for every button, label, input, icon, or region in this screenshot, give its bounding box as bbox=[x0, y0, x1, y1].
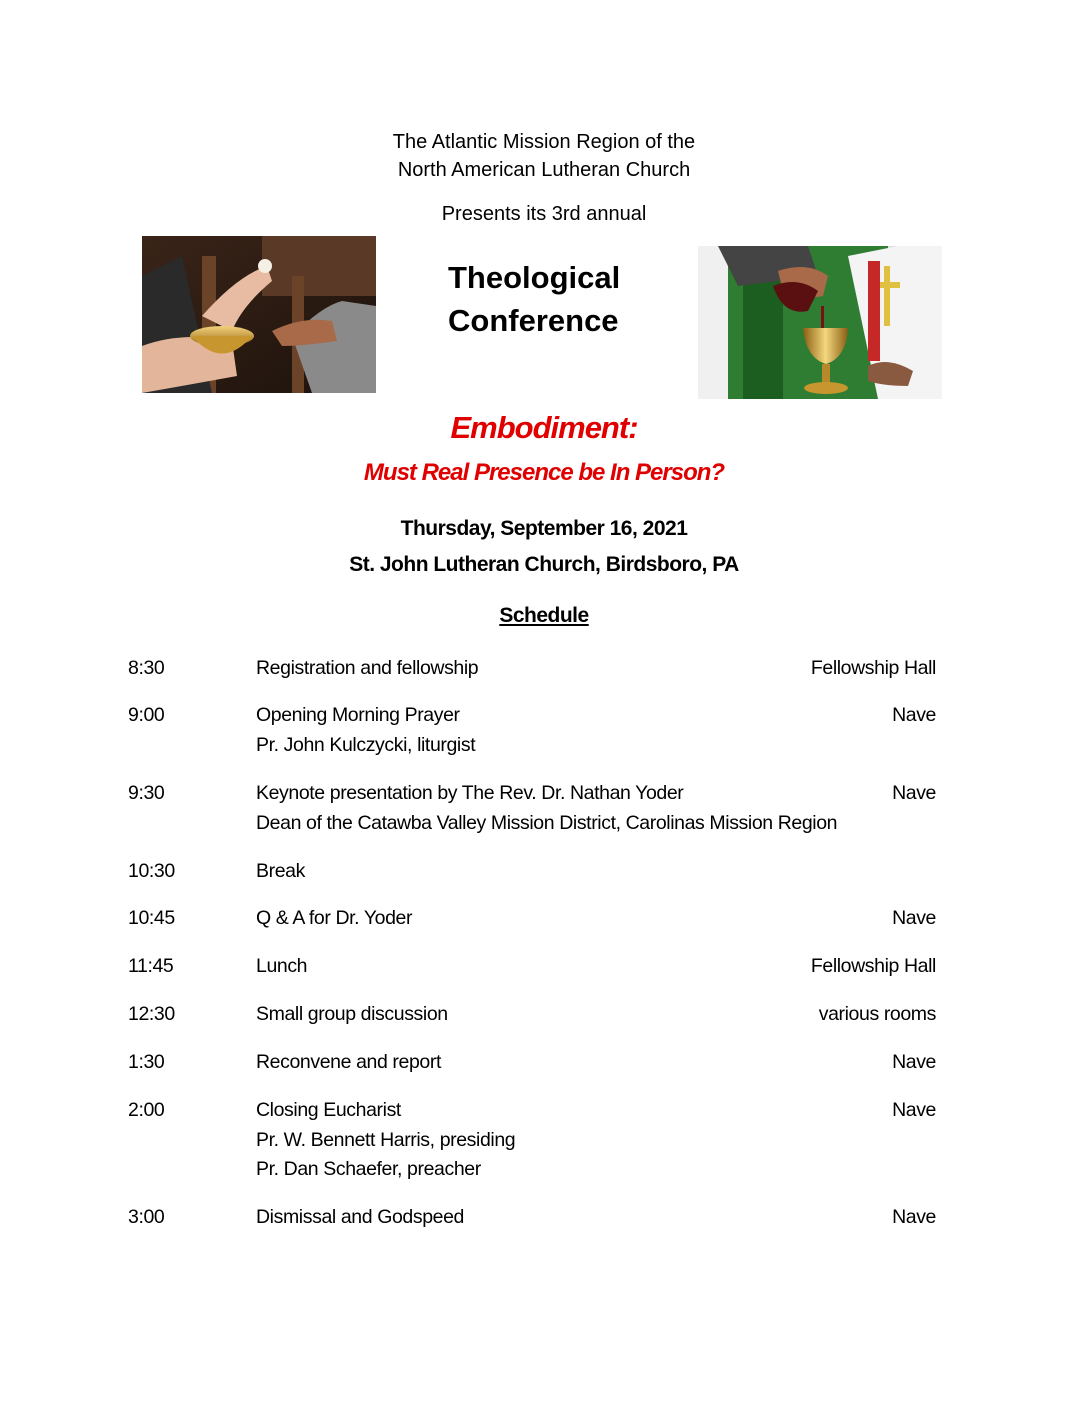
schedule-location: Nave bbox=[892, 704, 936, 726]
communion-photo-left bbox=[142, 236, 376, 393]
schedule-detail: Pr. Dan Schaefer, preacher bbox=[256, 1158, 481, 1180]
schedule-event: Reconvene and report bbox=[256, 1051, 441, 1073]
schedule-event: Dismissal and Godspeed bbox=[256, 1206, 464, 1228]
presents-line: Presents its 3rd annual bbox=[441, 203, 647, 225]
schedule-time: 1:30 bbox=[128, 1051, 165, 1073]
event-venue: St. John Lutheran Church, Birdsboro, PA bbox=[349, 553, 739, 576]
org-line-2: North American Lutheran Church bbox=[397, 159, 691, 181]
schedule-event: Registration and fellowship bbox=[256, 657, 479, 679]
schedule-location: Nave bbox=[892, 1051, 936, 1073]
org-line-1: The Atlantic Mission Region of the bbox=[392, 131, 696, 153]
schedule-detail: Pr. John Kulczycki, liturgist bbox=[256, 734, 476, 756]
schedule-location: various rooms bbox=[818, 1003, 936, 1025]
schedule-time: 12:30 bbox=[128, 1003, 175, 1025]
schedule-location: Nave bbox=[892, 1206, 936, 1228]
schedule-location: Nave bbox=[892, 907, 936, 929]
conference-title bbox=[448, 256, 620, 342]
schedule-location: Nave bbox=[892, 1099, 936, 1121]
schedule-event: Closing Eucharist bbox=[256, 1099, 401, 1121]
schedule-time: 10:45 bbox=[128, 907, 175, 929]
schedule-time: 8:30 bbox=[128, 657, 165, 679]
schedule-location: Fellowship Hall bbox=[810, 955, 936, 977]
chalice-pouring-image bbox=[698, 246, 942, 399]
schedule-event: Keynote presentation by The Rev. Dr. Nathan Yoder bbox=[256, 782, 684, 804]
conference-title-line-1: Theological bbox=[448, 260, 621, 295]
schedule-event: Break bbox=[256, 860, 305, 882]
schedule-event: Q & A for Dr. Yoder bbox=[256, 907, 413, 929]
communion-distribution-image bbox=[142, 236, 376, 393]
schedule-time: 11:45 bbox=[128, 955, 174, 977]
schedule-event: Lunch bbox=[256, 955, 308, 977]
schedule-event: Small group discussion bbox=[256, 1003, 448, 1025]
schedule-time: 3:00 bbox=[128, 1206, 165, 1228]
schedule-time: 9:30 bbox=[128, 782, 165, 804]
chalice-photo-right bbox=[698, 246, 942, 399]
theme-subtitle: Must Real Presence be In Person? bbox=[363, 459, 725, 486]
schedule-detail: Pr. W. Bennett Harris, presiding bbox=[256, 1129, 516, 1151]
schedule-time: 9:00 bbox=[128, 704, 165, 726]
schedule-location: Fellowship Hall bbox=[810, 657, 936, 679]
schedule-detail: Dean of the Catawba Valley Mission District, Carolinas Mission Region bbox=[256, 812, 838, 834]
schedule-location: Nave bbox=[892, 782, 936, 804]
schedule-time: 2:00 bbox=[128, 1099, 165, 1121]
theme-title: Embodiment: bbox=[450, 410, 638, 445]
schedule-event: Opening Morning Prayer bbox=[256, 704, 460, 726]
event-date: Thursday, September 16, 2021 bbox=[400, 517, 688, 540]
schedule-time: 10:30 bbox=[128, 860, 175, 882]
conference-title-line-2: Conference bbox=[448, 303, 619, 338]
schedule-heading: Schedule bbox=[499, 604, 589, 627]
